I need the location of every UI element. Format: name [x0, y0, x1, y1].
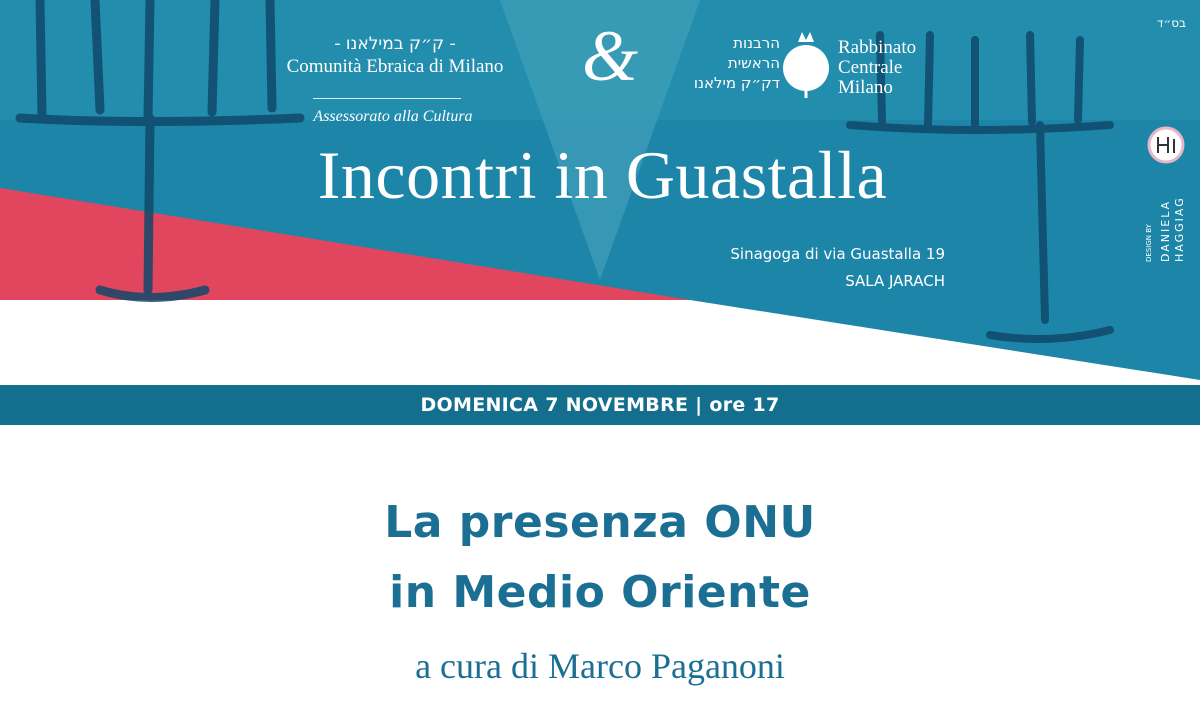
- community-hebrew: - ק״ק במילאנו -: [334, 34, 456, 54]
- rabbinate-name-line1: Rabbinato: [838, 37, 917, 58]
- designer-last-name: HAGGIAG: [1173, 196, 1186, 262]
- rabbinate-name-line2: Centrale: [838, 57, 903, 78]
- date-bar: [0, 385, 1200, 425]
- designer-first-name: DANIELA: [1159, 199, 1172, 262]
- ampersand-icon: &: [581, 16, 638, 96]
- venue: Sinagoga di via Guastalla 19: [730, 245, 945, 263]
- series-title: Incontri in Guastalla: [317, 137, 888, 213]
- event-title-line1: La presenza ONU: [384, 497, 816, 548]
- rabbinate-name: [838, 38, 916, 98]
- community-logo: [270, 34, 520, 78]
- assessorato: Assessorato alla Cultura: [313, 108, 473, 125]
- rabbinate-name-line3: Milano: [838, 77, 893, 98]
- designer-credit: [1132, 172, 1192, 272]
- rabbinate-hebrew-line1: הרבנות: [733, 34, 780, 52]
- rabbinate-hebrew-line3: דק״ק מילאנו: [693, 74, 780, 92]
- event-title-line2: in Medio Oriente: [389, 567, 811, 618]
- rabbinate-hebrew-line2: הראשית: [727, 54, 780, 72]
- pomegranate-icon: [782, 30, 830, 100]
- event-date: DOMENICA 7 NOVEMBRE | ore 17: [420, 394, 780, 416]
- room: SALA JARACH: [845, 272, 945, 290]
- rabbinate-hebrew: [680, 33, 780, 93]
- community-name: Comunità Ebraica di Milano: [286, 56, 504, 77]
- divider: [313, 98, 461, 99]
- design-by-label: DESIGN BY: [1145, 224, 1153, 262]
- event-curator: a cura di Marco Paganoni: [415, 646, 785, 686]
- bsd-mark: בס״ד: [1156, 16, 1186, 30]
- designer-logo-icon: [1146, 125, 1186, 165]
